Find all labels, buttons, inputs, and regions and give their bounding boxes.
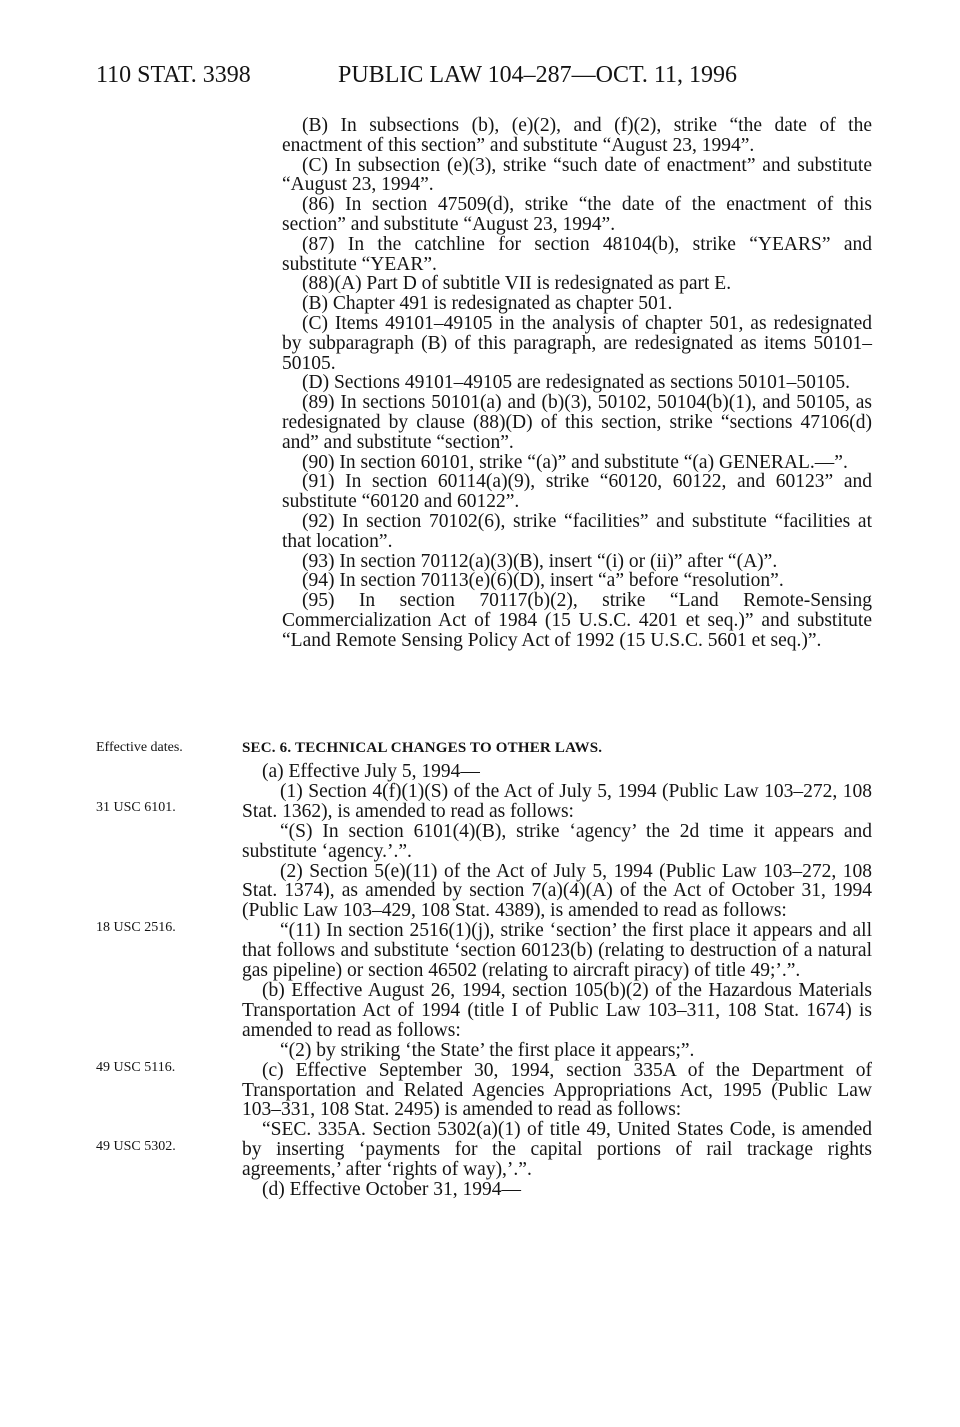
paragraph: (90) In section 60101, strike “(a)” and substitute “(a) GENERAL.—”. <box>302 451 848 473</box>
upper-body-text <box>282 116 872 651</box>
stat-page-number: 110 STAT. 3398 <box>96 62 251 88</box>
paragraph: (B) Chapter 491 is redesignated as chapter 501. <box>302 293 673 315</box>
section-heading: SEC. 6. TECHNICAL CHANGES TO OTHER LAWS. <box>242 740 603 756</box>
paragraph: “SEC. 335A. Section 5302(a)(1) of title 49, United States Code, is amended by inserting ‘payments for the capital portions of rail trackage rights agreements,’ after ‘rights of way),’.”. <box>242 1119 872 1181</box>
paragraph: (92) In section 70102(6), strike “facilities” and substitute “facilities at that location”. <box>282 510 872 552</box>
paragraph: (C) In subsection (e)(3), strike “such date of enactment” and substitute “August 23, 1994”. <box>282 154 872 196</box>
public-law-title: PUBLIC LAW 104–287—OCT. 11, 1996 <box>338 62 737 88</box>
paragraph: (95) In section 70117(b)(2), strike “Land Remote-Sensing Commercialization Act of 1984 (15 U.S.C. 4201 et seq.)” and substitute “Land Remote Sensing Policy Act of 1992 (15 U.S.C. 5601 et seq.)”. <box>282 590 872 651</box>
margin-note-18-usc-2516: 18 USC 2516. <box>96 920 176 935</box>
paragraph: (93) In section 70112(a)(3)(B), insert “(i) or (ii)” after “(A)”. <box>302 550 778 572</box>
margin-note-49-usc-5116: 49 USC 5116. <box>96 1060 176 1075</box>
paragraph: (89) In sections 50101(a) and (b)(3), 50102, 50104(b)(1), and 50105, as redesignated by clause (88)(D) of this section, strike “sections 47106(d) and” and substitute “section”. <box>282 392 872 453</box>
paragraph: (a) Effective July 5, 1994— <box>262 761 480 782</box>
paragraph: “(S) In section 6101(4)(B), strike ‘agency’ the 2d time it appears and substitute ‘agency.’.”. <box>242 820 872 862</box>
paragraph: (2) Section 5(e)(11) of the Act of July 5, 1994 (Public Law 103–272, 108 Stat. 1374), as amended by section 7(a)(4)(A) of the Act of October 31, 1994 (Public Law 103–429, 108 Stat. 4389), is amended to read as follows: <box>242 860 872 922</box>
paragraph: (94) In section 70113(e)(6)(D), insert “a” before “resolution”. <box>302 570 784 592</box>
margin-note-effective-dates: Effective dates. <box>96 740 183 755</box>
paragraph: (C) Items 49101–49105 in the analysis of chapter 501, as redesignated by subparagraph (B) of this paragraph, are redesignated as items 50101–50105. <box>282 312 872 374</box>
paragraph: (86) In section 47509(d), strike “the date of the enactment of this section” and substitute “August 23, 1994”. <box>282 194 872 235</box>
paragraph: (D) Sections 49101–49105 are redesignated as sections 50101–50105. <box>302 372 851 394</box>
paragraph: (B) In subsections (b), (e)(2), and (f)(2), strike “the date of the enactment of this section” and substitute “August 23, 1994”. <box>282 115 872 156</box>
paragraph: (b) Effective August 26, 1994, section 105(b)(2) of the Hazardous Materials Transportation Act of 1994 (title I of Public Law 103–311, 108 Stat. 1674) is amended to read as follows: <box>242 979 872 1041</box>
paragraph: (87) In the catchline for section 48104(b), strike “YEARS” and substitute “YEAR”. <box>282 233 872 275</box>
paragraph: “(2) by striking ‘the State’ the first place it appears;”. <box>280 1039 695 1061</box>
paragraph: “(11) In section 2516(1)(j), strike ‘section’ the first place it appears and all that follows and substitute ‘section 60123(b) (relating to destruction of a natural gas pipeline) or section 46502 (relating to aircraft piracy) of title 49;’.”. <box>242 920 872 982</box>
paragraph: (1) Section 4(f)(1)(S) of the Act of July 5, 1994 (Public Law 103–272, 108 Stat. 1362), is amended to read as follows: <box>242 780 872 822</box>
paragraph: (88)(A) Part D of subtitle VII is redesignated as part E. <box>302 273 732 295</box>
margin-note-49-usc-5302: 49 USC 5302. <box>96 1139 176 1154</box>
paragraph: (d) Effective October 31, 1994— <box>262 1179 522 1201</box>
page-header <box>0 62 960 92</box>
margin-note-31-usc-6101: 31 USC 6101. <box>96 800 176 815</box>
paragraph: (91) In section 60114(a)(9), strike “60120, 60122, and 60123” and substitute “60120 and 60122”. <box>282 471 872 513</box>
paragraph: (c) Effective September 30, 1994, section 335A of the Department of Transportation and Related Agencies Appropriations Act, 1995 (Public Law 103–331, 108 Stat. 2495) is amended to read as follows: <box>242 1059 872 1121</box>
lower-body-text <box>242 762 872 1200</box>
